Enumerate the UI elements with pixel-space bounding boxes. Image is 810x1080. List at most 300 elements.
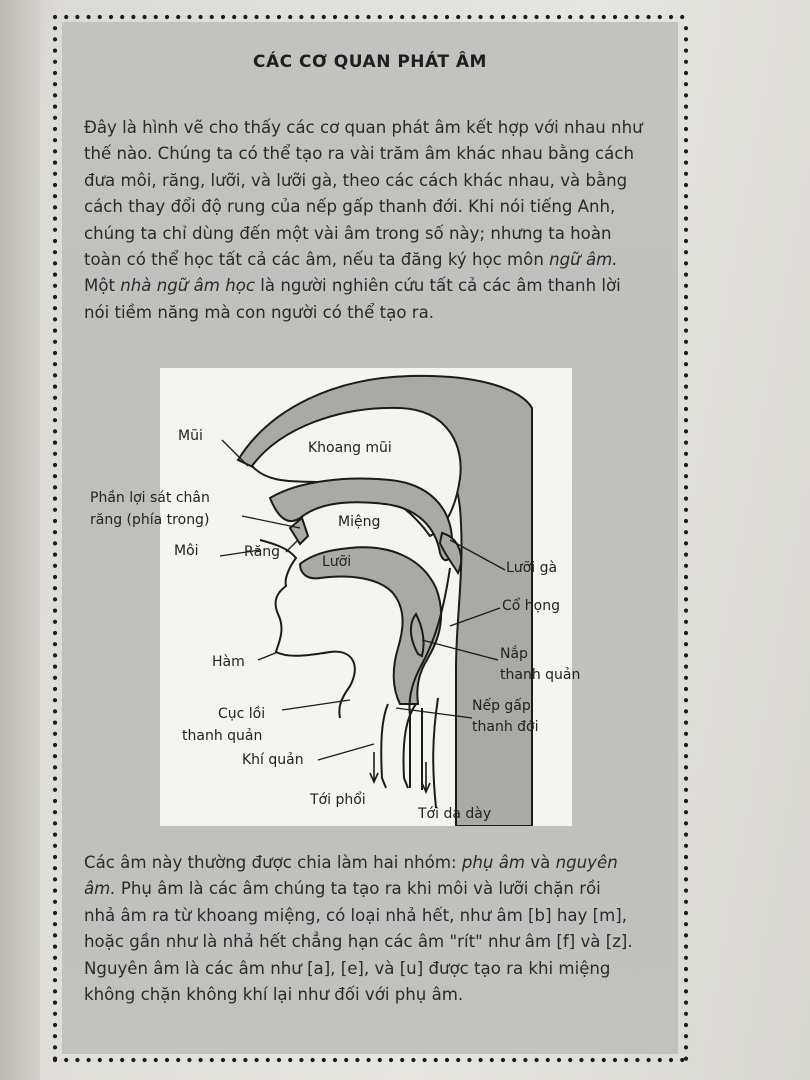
border-dot (53, 60, 57, 64)
border-dot (131, 1058, 135, 1062)
border-dot (684, 676, 688, 680)
border-dot (232, 15, 236, 19)
border-dot (53, 116, 57, 120)
label-nep-1: Nếp gấp (472, 698, 531, 714)
intro-line: nói tiềm năng mà con người có thể tạo ra. (84, 302, 435, 322)
border-dot (579, 1058, 583, 1062)
border-dot (546, 15, 550, 19)
border-dot (389, 15, 393, 19)
border-dot (647, 1058, 651, 1062)
border-dot (684, 1045, 688, 1049)
border-dot (456, 1058, 460, 1062)
text-run: Các âm này thường được chia làm hai nhóm: (84, 853, 462, 872)
label-mieng: Miệng (338, 514, 381, 530)
border-dot (684, 777, 688, 781)
border-dot (684, 161, 688, 165)
border-dot (299, 15, 303, 19)
border-dot (684, 317, 688, 321)
border-dot (187, 15, 191, 19)
border-dot (684, 855, 688, 859)
border-dot (199, 15, 203, 19)
border-dot (684, 687, 688, 691)
border-dot (53, 1057, 57, 1061)
border-dot (684, 138, 688, 142)
border-dot (344, 1058, 348, 1062)
outro-line: Nguyên âm là các âm như [a], [e], và [u] được tạo ra khi miệng (84, 958, 611, 978)
border-dot (624, 1058, 628, 1062)
border-dot (53, 172, 57, 176)
border-dot (53, 273, 57, 277)
border-dot (411, 1058, 415, 1062)
border-dot (684, 642, 688, 646)
border-dot (684, 149, 688, 153)
border-dot (75, 1058, 79, 1062)
border-dot (53, 799, 57, 803)
border-dot (53, 609, 57, 613)
arrow-to-lungs (370, 752, 378, 782)
border-dot (684, 821, 688, 825)
border-dot (684, 754, 688, 758)
border-dot (53, 900, 57, 904)
border-dot (684, 60, 688, 64)
border-dot (684, 1001, 688, 1005)
border-dot (266, 1058, 270, 1062)
outro-line (84, 850, 664, 876)
border-dot (684, 261, 688, 265)
border-dot (423, 15, 427, 19)
italic-term: ngữ âm. (549, 250, 618, 270)
label-nep-2: thanh đới (472, 719, 539, 735)
border-dot (311, 1058, 315, 1062)
border-dot (684, 653, 688, 657)
border-dot (87, 1058, 91, 1062)
border-dot (53, 1001, 57, 1005)
label-cuc-1: Cục lồi (218, 706, 266, 722)
border-dot (613, 15, 617, 19)
border-dot (423, 1058, 427, 1062)
border-dot (684, 967, 688, 971)
border-dot (684, 93, 688, 97)
label-phan-loi-1: Phần lợi sát chân (90, 490, 210, 506)
border-dot (535, 15, 539, 19)
border-dot (109, 1058, 113, 1062)
border-dot (53, 71, 57, 75)
border-dot (684, 351, 688, 355)
border-dot (53, 385, 57, 389)
intro-line (84, 273, 664, 299)
border-dot (684, 956, 688, 960)
border-dot (53, 329, 57, 333)
border-dot (684, 541, 688, 545)
border-dot (53, 833, 57, 837)
border-dot (53, 855, 57, 859)
border-dot (120, 1058, 124, 1062)
border-dot (221, 1058, 225, 1062)
border-dot (684, 575, 688, 579)
border-dot (53, 217, 57, 221)
border-dot (53, 933, 57, 937)
border-dot (557, 1058, 561, 1062)
border-dot (53, 945, 57, 949)
border-dot (53, 474, 57, 478)
border-dot (53, 49, 57, 53)
border-dot (445, 15, 449, 19)
border-dot (684, 362, 688, 366)
border-dot (333, 1058, 337, 1062)
label-toi-phoi: Tới phổi (310, 792, 366, 808)
border-dot (684, 900, 688, 904)
border-dot (669, 1058, 673, 1062)
border-dot (53, 105, 57, 109)
border-dot (53, 508, 57, 512)
border-dot (53, 239, 57, 243)
border-dot (53, 418, 57, 422)
border-dot (75, 15, 79, 19)
border-dot (53, 631, 57, 635)
border-dot (467, 1058, 471, 1062)
border-dot (445, 1058, 449, 1062)
border-dot (53, 1012, 57, 1016)
outro-line: không chặn không khí lại như đối với phụ âm. (84, 985, 464, 1005)
border-dot (684, 1057, 688, 1061)
border-dot (299, 1058, 303, 1062)
border-dot (684, 452, 688, 456)
label-rang: Răng (244, 544, 281, 560)
border-dot (53, 205, 57, 209)
border-dot (53, 553, 57, 557)
intro-line (84, 247, 664, 273)
label-khoang-mui: Khoang mũi (308, 440, 392, 456)
border-dot (53, 620, 57, 624)
border-dot (243, 15, 247, 19)
border-dot (684, 485, 688, 489)
border-dot (647, 15, 651, 19)
border-dot (53, 161, 57, 165)
border-dot (624, 15, 628, 19)
border-dot (684, 989, 688, 993)
border-dot (53, 463, 57, 467)
border-dot (378, 1058, 382, 1062)
border-dot (53, 765, 57, 769)
border-dot (53, 82, 57, 86)
border-dot (53, 889, 57, 893)
border-dot (53, 1045, 57, 1049)
border-dot (434, 15, 438, 19)
border-dot (53, 541, 57, 545)
border-dot (53, 698, 57, 702)
border-dot (684, 194, 688, 198)
border-dot (684, 889, 688, 893)
text-run: toàn có thể học tất cả các âm, nếu ta đăng ký học môn (84, 250, 550, 270)
border-dot (53, 844, 57, 848)
border-dot (512, 1058, 516, 1062)
border-dot (684, 71, 688, 75)
border-dot (684, 922, 688, 926)
border-dot (658, 15, 662, 19)
border-dot (568, 1058, 572, 1062)
border-dot (322, 15, 326, 19)
border-dot (490, 1058, 494, 1062)
border-dot (165, 15, 169, 19)
esophagus (422, 698, 438, 808)
border-dot (684, 945, 688, 949)
border-dot (684, 127, 688, 131)
border-dot (255, 1058, 259, 1062)
border-dot (53, 396, 57, 400)
border-dot (684, 396, 688, 400)
border-dot (568, 15, 572, 19)
border-dot (187, 1058, 191, 1062)
italic-term: phụ âm (461, 853, 526, 872)
border-dot (523, 15, 527, 19)
text-run: là người nghiên cứu tất cả các âm thanh lời (255, 276, 621, 296)
border-dot (53, 485, 57, 489)
border-dot (680, 15, 684, 19)
label-toi-da-day: Tới dạ dày (418, 806, 492, 822)
border-dot (434, 1058, 438, 1062)
border-dot (684, 474, 688, 478)
border-dot (684, 205, 688, 209)
border-dot (684, 933, 688, 937)
border-dot (591, 1058, 595, 1062)
border-dot (98, 1058, 102, 1062)
border-dot (53, 743, 57, 747)
border-dot (669, 15, 673, 19)
border-dot (684, 273, 688, 277)
border-dot (53, 452, 57, 456)
border-dot (591, 15, 595, 19)
border-dot (367, 1058, 371, 1062)
border-dot (53, 709, 57, 713)
leader-khi-quan (318, 744, 374, 760)
border-dot (53, 37, 57, 41)
outro-line: nhả âm ra từ khoang miệng, có loại nhả hết, như âm [b] hay [m], (84, 905, 627, 925)
border-dot (277, 1058, 281, 1062)
previous-page-margin (0, 0, 40, 1080)
border-dot (64, 1058, 68, 1062)
border-dot (53, 373, 57, 377)
border-dot (210, 1058, 214, 1062)
border-dot (613, 1058, 617, 1062)
border-dot (684, 239, 688, 243)
border-dot (131, 15, 135, 19)
border-dot (288, 1058, 292, 1062)
outro-line: hoặc gần như là nhả hết chẳng hạn các âm "rít" như âm [f] và [z]. (84, 932, 633, 952)
border-dot (479, 1058, 483, 1062)
border-dot (684, 105, 688, 109)
border-dot (479, 15, 483, 19)
border-dot (311, 15, 315, 19)
label-luoi: Lưỡi (322, 554, 352, 570)
border-dot (53, 821, 57, 825)
border-dot (684, 1023, 688, 1027)
border-dot (684, 743, 688, 747)
border-dot (53, 183, 57, 187)
intro-paragraph (84, 115, 664, 326)
border-dot (53, 676, 57, 680)
border-dot (109, 15, 113, 19)
border-dot (53, 429, 57, 433)
border-dot (87, 15, 91, 19)
border-dot (53, 564, 57, 568)
border-dot (53, 978, 57, 982)
border-dot (658, 1058, 662, 1062)
border-dot (684, 799, 688, 803)
border-dot (53, 922, 57, 926)
border-dot (684, 877, 688, 881)
intro-line: đưa môi, răng, lưỡi, và lưỡi gà, theo các cách khác nhau, và bằng (84, 170, 628, 190)
border-dot (684, 665, 688, 669)
border-dot (684, 228, 688, 232)
border-dot (467, 15, 471, 19)
border-dot (684, 497, 688, 501)
border-dot (53, 721, 57, 725)
border-dot (389, 1058, 393, 1062)
border-dot (684, 429, 688, 433)
outro-paragraph (84, 850, 664, 1008)
border-dot (53, 642, 57, 646)
border-dot (684, 978, 688, 982)
border-dot (53, 261, 57, 265)
border-dot (53, 597, 57, 601)
border-dot (684, 597, 688, 601)
border-dot (400, 1058, 404, 1062)
border-dot (53, 362, 57, 366)
border-dot (490, 15, 494, 19)
box-title: CÁC CƠ QUAN PHÁT ÂM (253, 52, 487, 72)
border-dot (378, 15, 382, 19)
border-dot (53, 228, 57, 232)
border-dot (176, 15, 180, 19)
border-dot (266, 15, 270, 19)
border-dot (456, 15, 460, 19)
border-dot (684, 295, 688, 299)
text-run: Một (84, 276, 121, 296)
border-dot (53, 967, 57, 971)
border-dot (355, 15, 359, 19)
border-dot (277, 15, 281, 19)
border-dot (512, 15, 516, 19)
border-dot (53, 754, 57, 758)
border-dot (53, 732, 57, 736)
border-dot (53, 665, 57, 669)
intro-line: cách thay đổi độ rung của nếp gấp thanh đới. Khi nói tiếng Anh, (84, 197, 616, 217)
border-dot (684, 586, 688, 590)
border-dot (176, 1058, 180, 1062)
border-dot (684, 463, 688, 467)
text-run: Phụ âm là các âm chúng ta tạo ra khi môi và lưỡi chặn rồi (115, 879, 601, 899)
border-dot (684, 26, 688, 30)
border-dot (684, 765, 688, 769)
border-dot (684, 82, 688, 86)
outro-line (84, 876, 664, 902)
border-dot (53, 777, 57, 781)
border-dot (635, 1058, 639, 1062)
border-dot (546, 1058, 550, 1062)
border-dot (53, 653, 57, 657)
border-dot (684, 620, 688, 624)
intro-line: thế nào. Chúng ta có thể tạo ra vài trăm âm khác nhau bằng cách (84, 144, 634, 164)
border-dot (53, 1023, 57, 1027)
border-dot (684, 1012, 688, 1016)
border-dot (165, 1058, 169, 1062)
label-cuc-2: thanh quản (182, 728, 263, 744)
border-dot (684, 631, 688, 635)
border-dot (154, 1058, 158, 1062)
border-dot (579, 15, 583, 19)
border-dot (53, 194, 57, 198)
intro-line: Đây là hình vẽ cho thấy các cơ quan phát âm kết hợp với nhau như (84, 118, 643, 137)
label-moi: Môi (174, 543, 199, 559)
border-dot (684, 183, 688, 187)
border-dot (53, 340, 57, 344)
border-dot (684, 732, 688, 736)
border-dot (684, 49, 688, 53)
label-nap-2: thanh quản (500, 667, 581, 683)
border-dot (501, 1058, 505, 1062)
border-dot (344, 15, 348, 19)
border-dot (684, 385, 688, 389)
border-dot (501, 15, 505, 19)
border-dot (411, 15, 415, 19)
border-dot (684, 788, 688, 792)
border-dot (684, 217, 688, 221)
border-dot (635, 15, 639, 19)
border-dot (53, 989, 57, 993)
italic-term: nhà ngữ âm học (120, 276, 255, 296)
border-dot (684, 37, 688, 41)
border-dot (367, 15, 371, 19)
border-dot (53, 284, 57, 288)
border-dot (684, 519, 688, 523)
border-dot (333, 15, 337, 19)
border-dot (684, 844, 688, 848)
border-dot (684, 340, 688, 344)
vocal-tract-diagram (90, 368, 581, 826)
border-dot (53, 877, 57, 881)
border-dot (602, 1058, 606, 1062)
border-dot (684, 508, 688, 512)
label-luoi-ga: Lưỡi gà (506, 560, 558, 576)
border-dot (98, 15, 102, 19)
border-dot (53, 1034, 57, 1038)
border-dot (154, 15, 158, 19)
border-dot (64, 15, 68, 19)
border-dot (53, 866, 57, 870)
arrow-to-stomach (422, 762, 430, 792)
border-dot (143, 1058, 147, 1062)
border-dot (199, 1058, 203, 1062)
border-dot (523, 1058, 527, 1062)
border-dot (684, 407, 688, 411)
border-dot (355, 1058, 359, 1062)
border-dot (53, 956, 57, 960)
border-dot (684, 373, 688, 377)
border-dot (684, 709, 688, 713)
border-dot (53, 788, 57, 792)
border-dot (53, 687, 57, 691)
border-dot (684, 866, 688, 870)
border-dot (53, 530, 57, 534)
border-dot (53, 575, 57, 579)
border-dot (684, 441, 688, 445)
border-dot (680, 1058, 684, 1062)
border-dot (53, 26, 57, 30)
border-dot (53, 407, 57, 411)
border-dot (322, 1058, 326, 1062)
text-run: và (525, 853, 556, 872)
border-dot (535, 1058, 539, 1062)
